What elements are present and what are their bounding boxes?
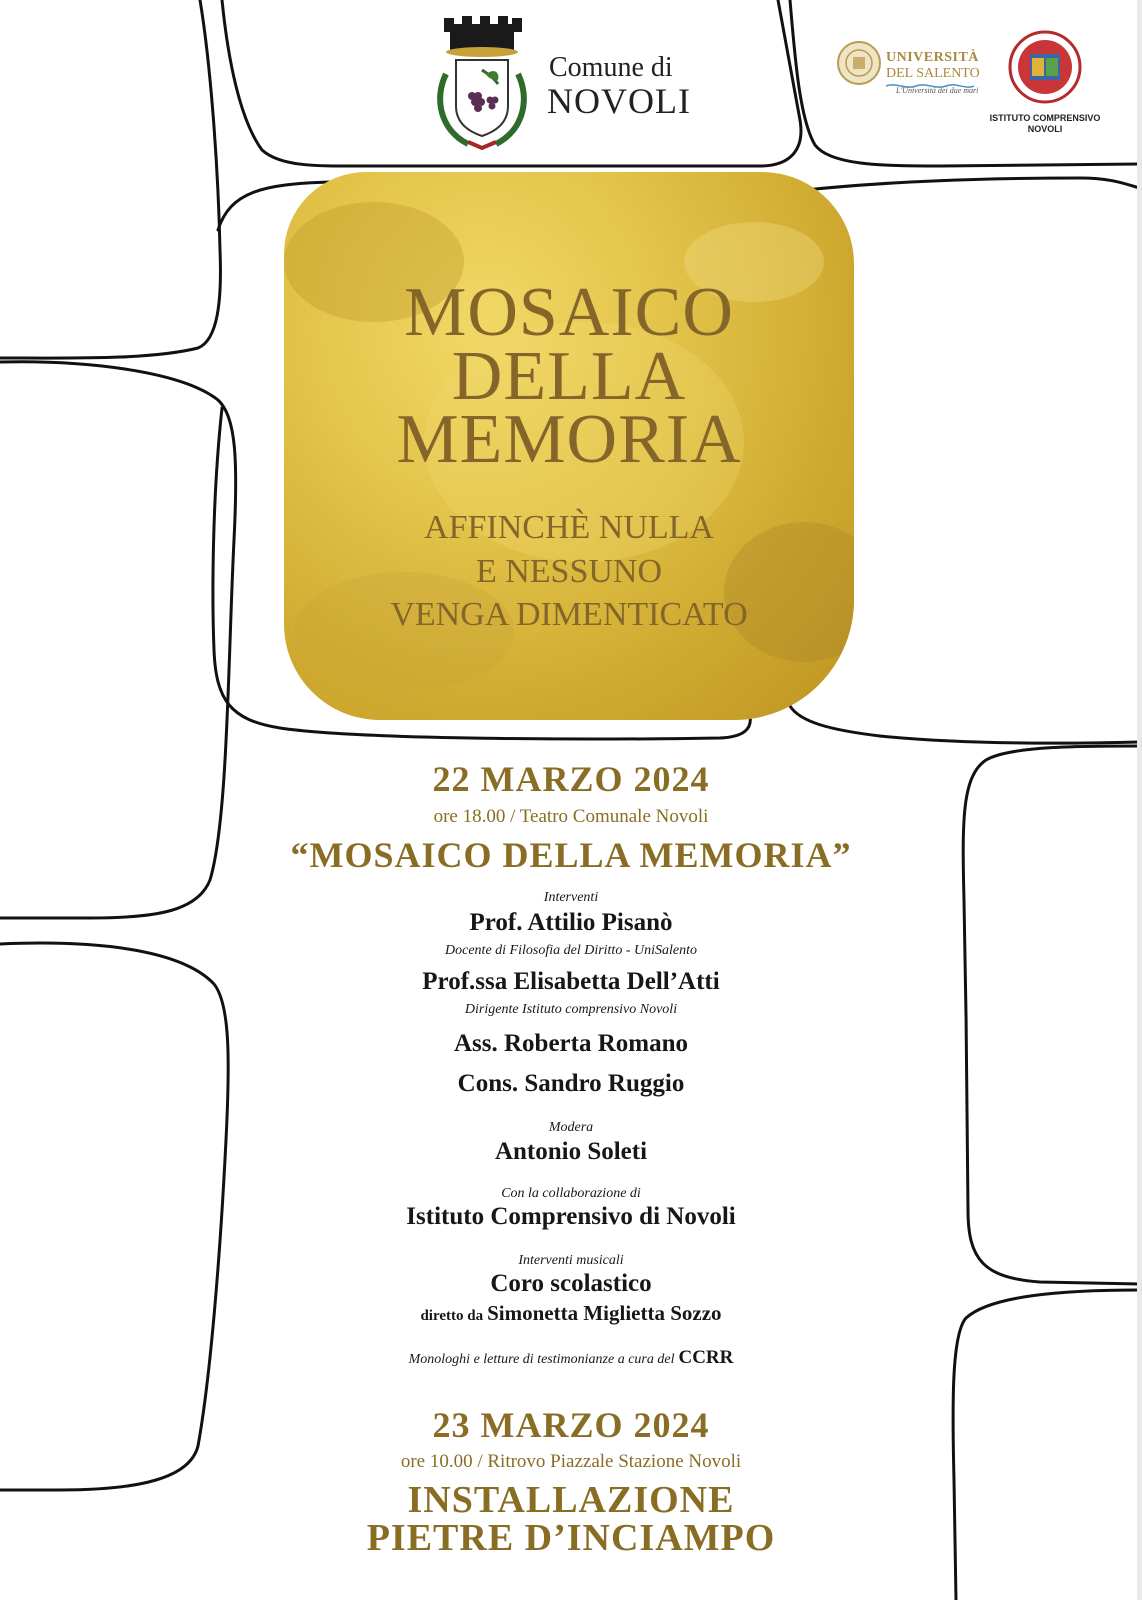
comune-name: NOVOLI — [547, 81, 691, 121]
istituto-comprensivo-seal-icon — [1008, 30, 1082, 104]
music-label: Interventi musicali — [518, 1253, 624, 1268]
university-name-line2: DEL SALENTO — [886, 66, 980, 81]
istituto-name-line1: ISTITUTO COMPRENSIVO — [989, 113, 1101, 123]
monologhi-line — [0, 1347, 1142, 1369]
hero-title-line-3: MEMORIA — [396, 401, 742, 478]
moderator-name: Antonio Soleti — [494, 1138, 648, 1165]
comune-prefix: Comune di — [549, 52, 673, 83]
music-director-prefix: diretto da — [420, 1308, 484, 1324]
hero-subtitle-line-2: E NESSUNO — [475, 553, 663, 590]
modera-label: Modera — [548, 1120, 594, 1135]
collab-name: Istituto Comprensivo di Novoli — [406, 1203, 736, 1230]
event2-title-line2: PIETRE D’INCIAMPO — [366, 1517, 776, 1559]
hero-title-line-2: DELLA — [451, 338, 687, 415]
interventi-label: Interventi — [543, 890, 599, 905]
hero-title-line-1: MOSAICO — [404, 274, 734, 351]
event1-title: “MOSAICO DELLA MEMORIA” — [290, 835, 852, 875]
speaker3-name: Ass. Roberta Romano — [453, 1030, 689, 1057]
university-name-line1: UNIVERSITÀ — [886, 50, 979, 65]
collab-label: Con la collaborazione di — [501, 1186, 641, 1201]
speaker1-name: Prof. Attilio Pisanò — [469, 909, 673, 936]
hero-subtitle-line-3: VENGA DIMENTICATO — [390, 596, 748, 633]
speaker4-name: Cons. Sandro Ruggio — [457, 1070, 685, 1097]
event2-time-place: ore 10.00 / Ritrovo Piazzale Stazione Novoli — [400, 1451, 742, 1472]
istituto-name-line2: NOVOLI — [1027, 124, 1063, 134]
monologhi-org: CCRR — [678, 1347, 734, 1368]
university-motto: L'Università dei due mari — [896, 86, 979, 95]
speaker2-name: Prof.ssa Elisabetta Dell’Atti — [422, 968, 720, 995]
music-director-name: Simonetta Miglietta Sozzo — [487, 1301, 722, 1325]
novoli-coat-of-arms-icon — [428, 14, 536, 154]
music-name: Coro scolastico — [490, 1270, 652, 1297]
music-director-line — [0, 1301, 1142, 1326]
university-seal-icon — [836, 40, 882, 86]
event2-date: 23 MARZO 2024 — [432, 1405, 710, 1445]
event1-date: 22 MARZO 2024 — [432, 759, 710, 799]
event1-time-place: ore 18.00 / Teatro Comunale Novoli — [433, 806, 709, 827]
hero-subtitle-line-1: AFFINCHÈ NULLA — [424, 509, 714, 546]
speaker2-role: Dirigente Istituto comprensivo Novoli — [464, 1002, 678, 1017]
university-waves-icon — [886, 82, 974, 90]
event2-title-line1: INSTALLAZIONE — [407, 1479, 735, 1521]
gold-stolperstein-plaque — [284, 172, 854, 720]
monologhi-text: Monologhi e letture di testimonianze a cura del — [408, 1352, 675, 1367]
speaker1-role: Docente di Filosofia del Diritto - UniSalento — [445, 943, 697, 958]
